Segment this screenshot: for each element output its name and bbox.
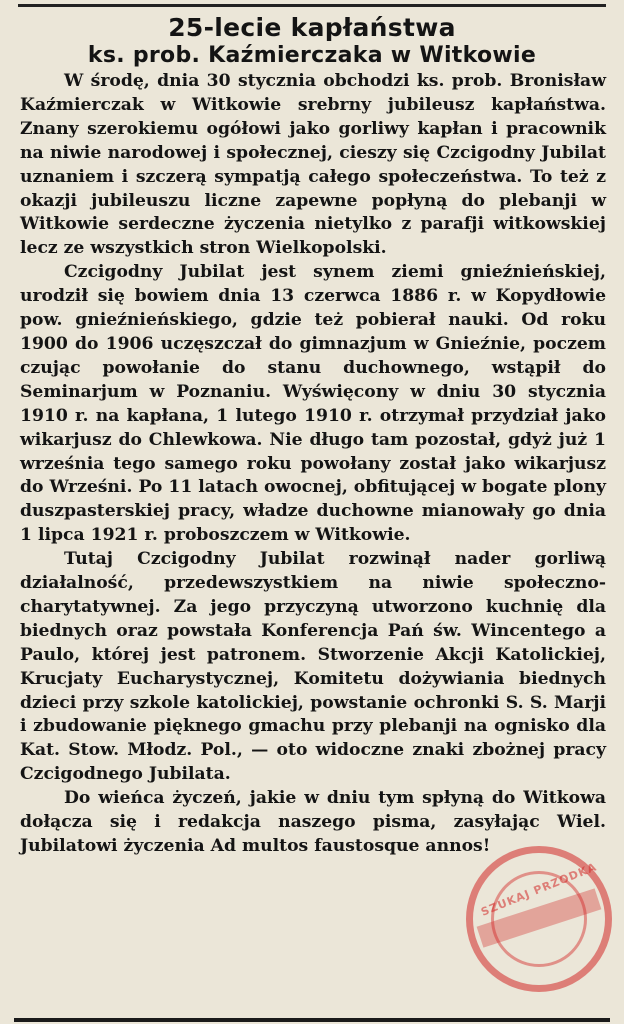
top-rule: [18, 4, 606, 7]
headline-line-1: 25-lecie kapłaństwa: [168, 13, 456, 42]
paragraph-2: Czcigodny Jubilat jest synem ziemi gnieźnieńskiej, urodził się bowiem dnia 13 czerwca 1886 r. w Kopydłowie pow. gnieźnieńskiego, gdzie też pobierał nauki. Od roku 1900 do 1906 uczęszczał do gimnazjum w Gnieźnie, poczem czując powołanie do stanu duchownego, wstąpił do Seminarjum w Poznaniu. Wyświęcony w dniu 30 stycznia 1910 r. na kapłana, 1 lutego 1910 r. otrzymał przydział jako wikarjusz do Chlewkowa. Nie długo tam pozostał, gdyż już 1 września tego samego roku powołany został jako wikarjusz do Wrześni. Po 11 latach owocnej, obfitującej w bogate plony duszpasterskiej pracy, władze duchowne mianowały go dnia 1 lipca 1921 r. proboszczem w Witkowie.: [20, 262, 606, 546]
headline-line-2: ks. prob. Kaźmierczaka w Witkowie: [87, 43, 537, 68]
paragraph-3: Tutaj Czcigodny Jubilat rozwinął nader gorliwą działalność, przedewszystkiem na niwie społeczno-charytatywnej. Za jego przyczyną utworzono kuchnię dla biednych oraz powstała Konferencja Pań św. Wincentego a Paulo, której jest patronem. Stworzenie Akcji Katolickiej, Krucjaty Eucharystycznej, Komitetu dożywiania biednych dzieci przy szkole katolickiej, powstanie ochronki S. S. Marji i zbudowanie pięknego gmachu przy plebanji na ognisko dla Kat. Stow. Młodz. Pol., — oto widoczne znaki zbożnej pracy Czcigodnego Jubilata.: [20, 549, 606, 785]
bottom-rule: [14, 1018, 610, 1022]
paragraph-1: W środę, dnia 30 stycznia obchodzi ks. prob. Bronisław Kaźmierczak w Witkowie srebrny jubileusz kapłaństwa. Znany szerokiemu ogółowi jako gorliwy kapłan i pracownik na niwie narodowej i społecznej, cieszy się Czcigodny Jubilat uznaniem i szczerą sympatją całego społeczeństwa. To też z okazji jubileuszu liczne zapewne popłyną do plebanji w Witkowie serdeczne życzenia nietylko z parafji witkowskiej lecz ze wszystkich stron Wielkopolski.: [20, 71, 606, 259]
watermark-stamp: [466, 846, 612, 992]
paragraph-4: Do wieńca życzeń, jakie w dniu tym spłyną do Witkowa dołącza się i redakcja naszego pisma, zasyłając Wiel. Jubilatowi życzenia Ad multos faustosque annos!: [20, 788, 606, 856]
article-body: [20, 70, 606, 859]
article-headline: [0, 14, 624, 70]
stamp-text: SZUKAJ PRZODKA: [479, 860, 599, 919]
